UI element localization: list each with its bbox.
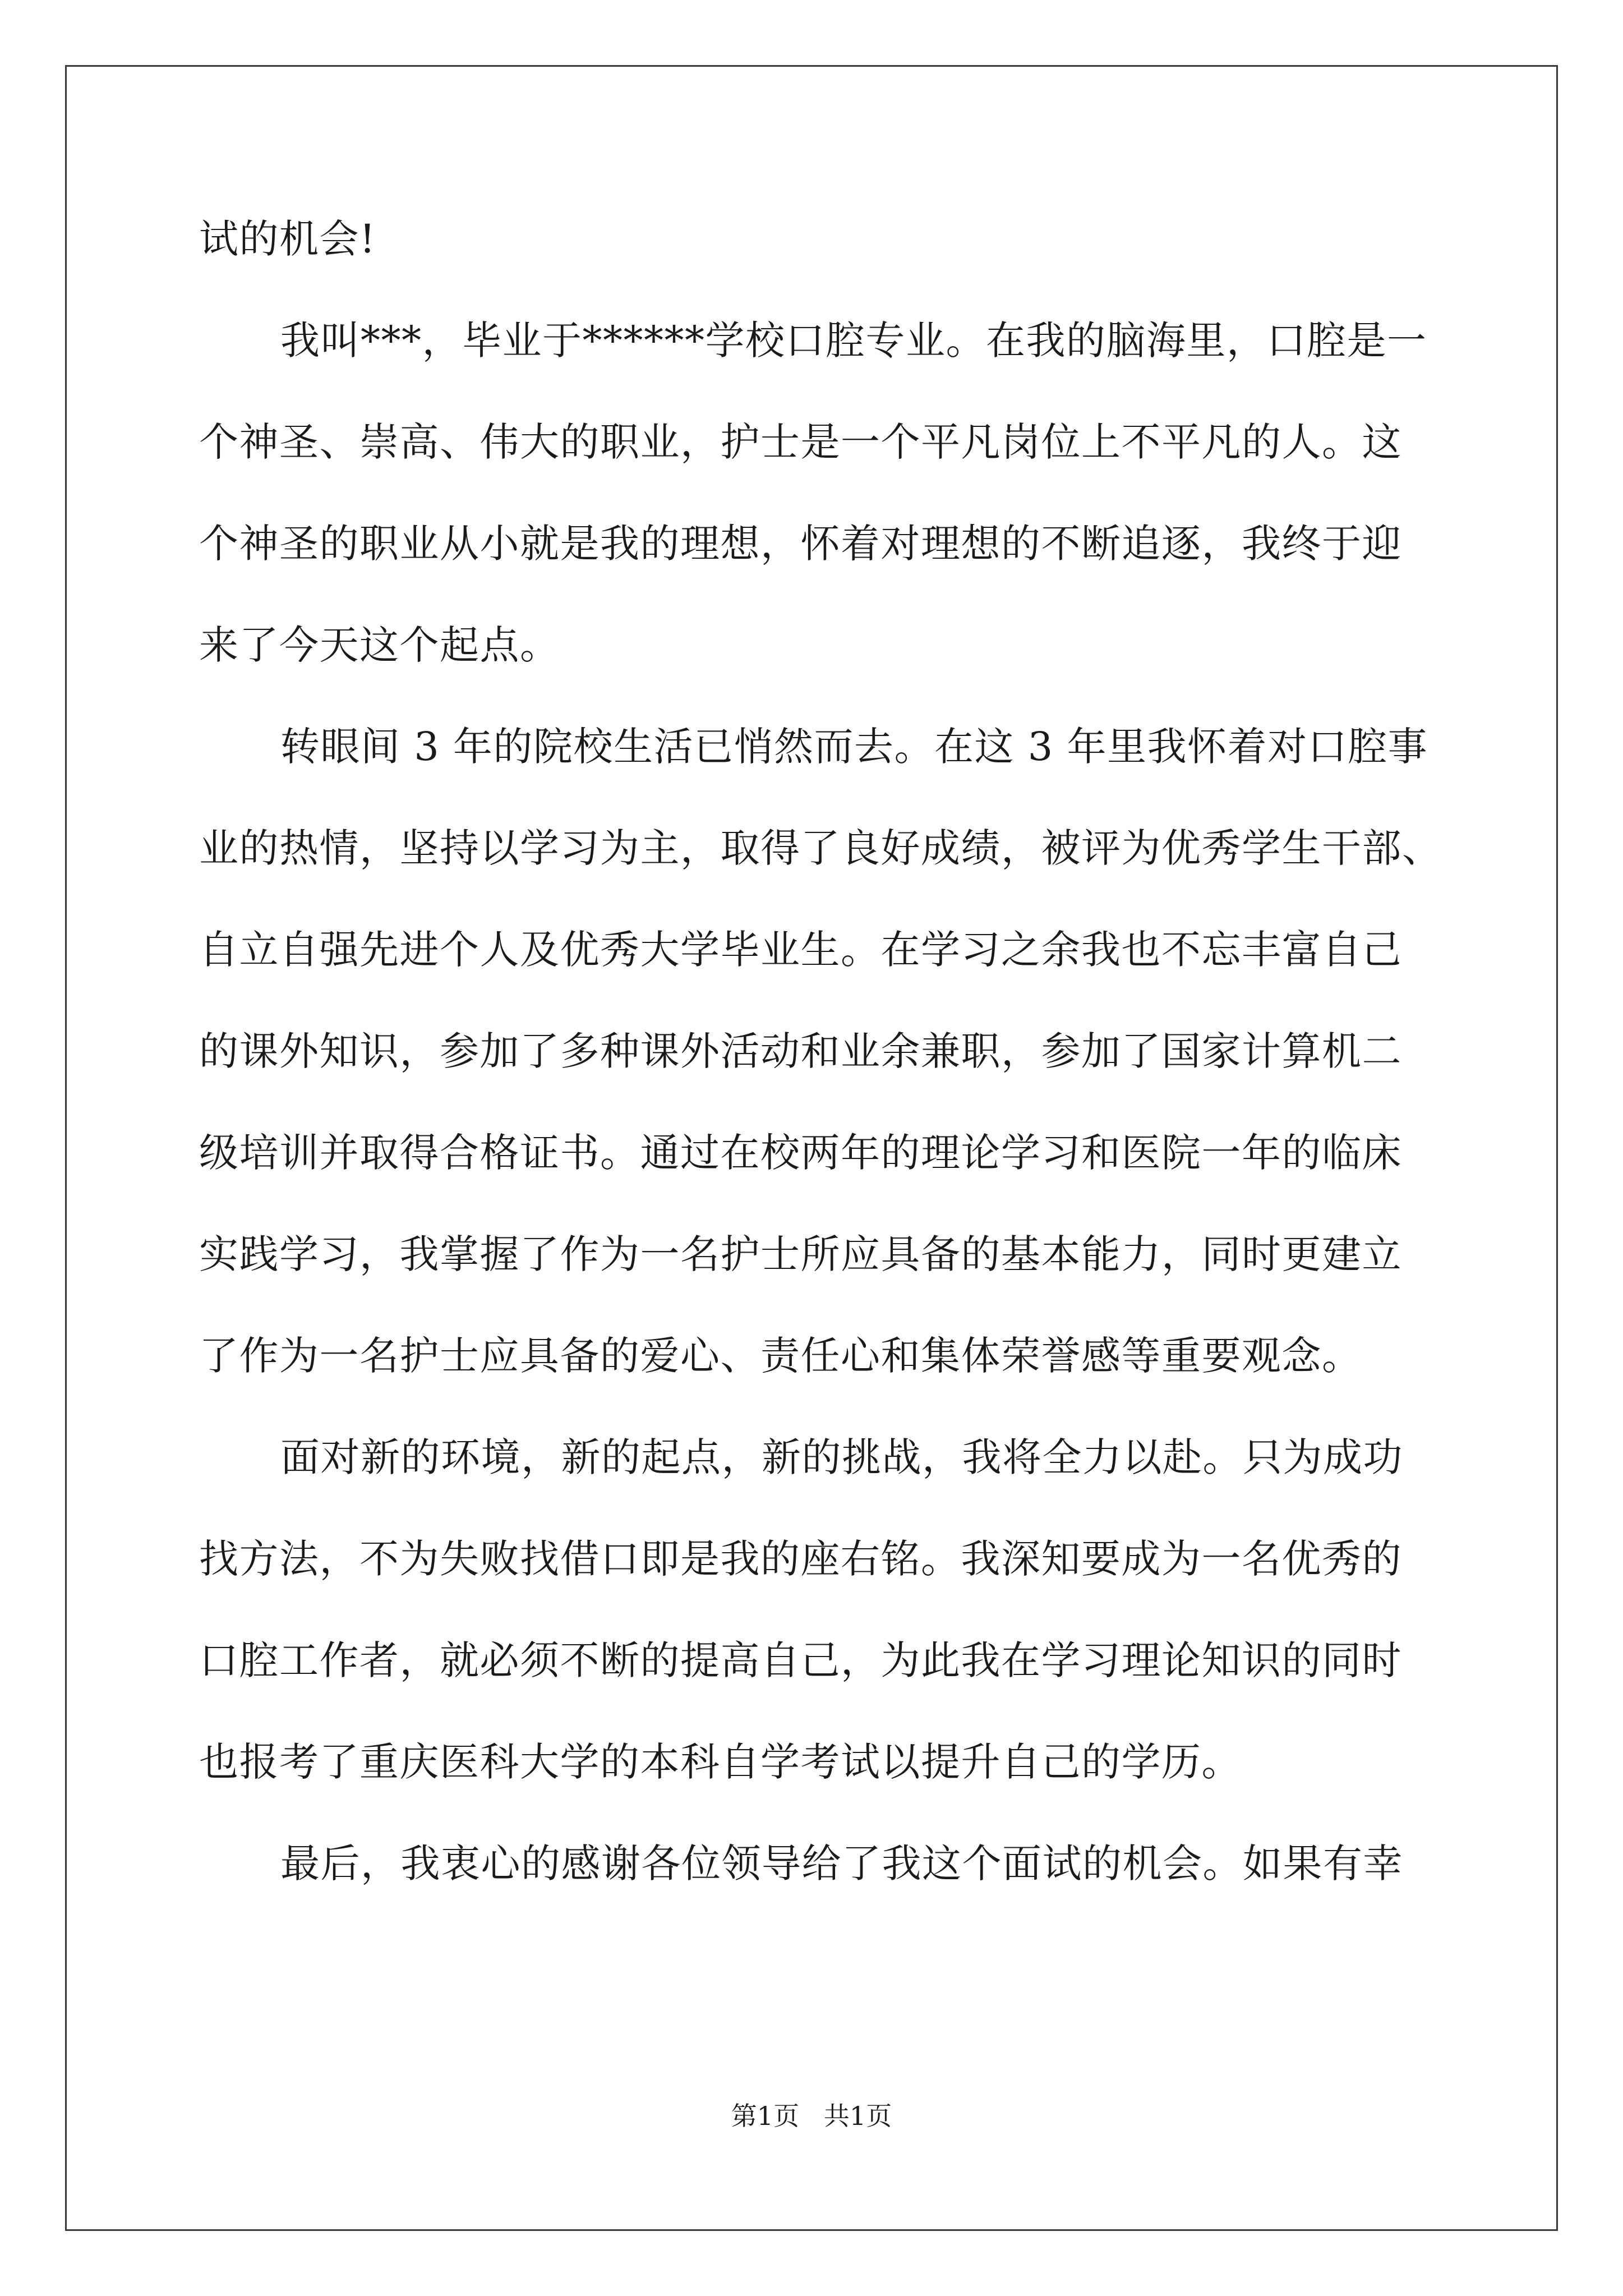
text-line: 业的热情，坚持以学习为主，取得了良好成绩，被评为优秀学生干部、 xyxy=(199,825,1442,871)
text-line: 个神圣、崇高、伟大的职业，护士是一个平凡岗位上不平凡的人。这 xyxy=(199,419,1402,465)
text-line: 我叫***，毕业于******学校口腔专业。在我的脑海里，口腔是一 xyxy=(280,318,1427,364)
text-line: 的课外知识，参加了多种课外活动和业余兼职，参加了国家计算机二 xyxy=(199,1028,1402,1074)
text-line: 转眼间 3 年的院校生活已悄然而去。在这 3 年里我怀着对口腔事 xyxy=(280,724,1428,770)
text-line: 找方法，不为失败找借口即是我的座右铭。我深知要成为一名优秀的 xyxy=(199,1536,1402,1582)
text-line: 试的机会! xyxy=(199,216,376,262)
page-number-footer: 第1页 共1页 xyxy=(731,2101,892,2131)
text-line: 个神圣的职业从小就是我的理想，怀着对理想的不断追逐，我终于迎 xyxy=(199,521,1402,567)
text-line: 面对新的环境，新的起点，新的挑战，我将全力以赴。只为成功 xyxy=(280,1434,1403,1480)
text-line: 来了今天这个起点。 xyxy=(199,622,560,668)
text-line: 了作为一名护士应具备的爱心、责任心和集体荣誉感等重要观念。 xyxy=(199,1333,1362,1379)
text-line: 也报考了重庆医科大学的本科自学考试以提升自己的学历。 xyxy=(199,1739,1242,1785)
text-line: 口腔工作者，就必须不断的提高自己，为此我在学习理论知识的同时 xyxy=(199,1637,1402,1683)
text-line: 级培训并取得合格证书。通过在校两年的理论学习和医院一年的临床 xyxy=(199,1130,1402,1176)
text-line: 自立自强先进个人及优秀大学毕业生。在学习之余我也不忘丰富自己 xyxy=(199,927,1402,973)
text-line: 最后，我衷心的感谢各位领导给了我这个面试的机会。如果有幸 xyxy=(280,1841,1403,1887)
text-line: 实践学习，我掌握了作为一名护士所应具备的基本能力，同时更建立 xyxy=(199,1231,1402,1277)
